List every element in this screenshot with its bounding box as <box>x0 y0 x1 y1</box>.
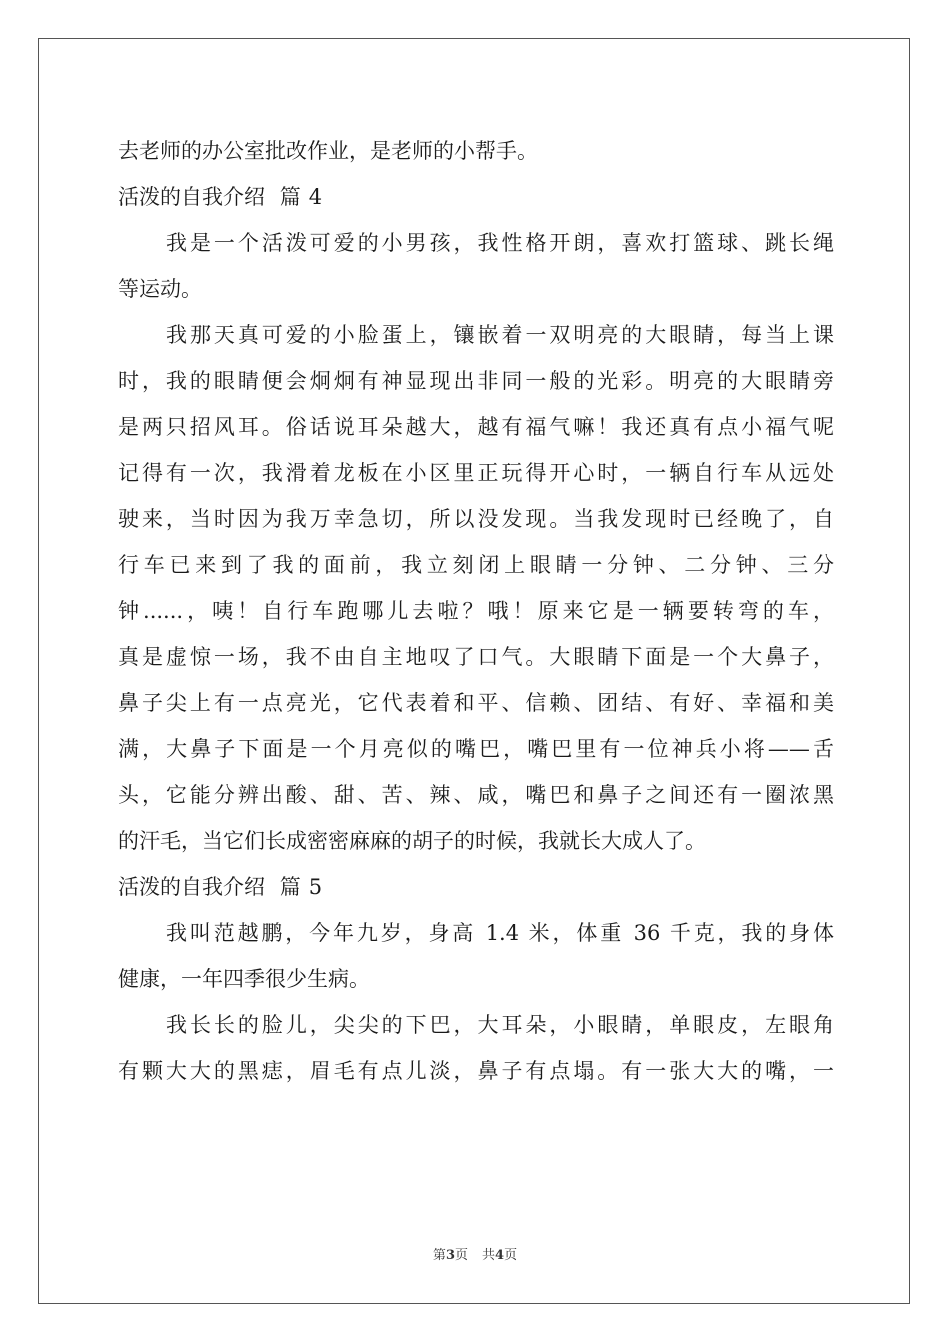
footer-page-unit: 页 <box>454 1248 468 1263</box>
paragraph-line: 真是虚惊一场，我不由自主地叹了口气。大眼睛下面是一个大鼻子， <box>118 645 834 669</box>
footer-page-prefix: 第 <box>432 1248 446 1263</box>
paragraph-line: 等运动。 <box>118 277 202 301</box>
paragraph-line: 我叫范越鹏，今年九岁，身高 1.4 米，体重 36 千克，我的身体 <box>166 921 834 945</box>
footer-total-prefix: 共 <box>482 1248 496 1263</box>
section-heading-number: 5 <box>308 875 323 899</box>
section-heading-part: 篇 <box>279 185 301 209</box>
page-footer <box>0 1244 950 1263</box>
paragraph-line: 鼻子尖上有一点亮光，它代表着和平、信赖、团结、有好、幸福和美 <box>118 691 834 715</box>
paragraph-line: 驶来，当时因为我万幸急切，所以没发现。当我发现时已经晚了，自 <box>118 507 834 531</box>
section-heading <box>118 174 834 220</box>
footer-total-unit: 页 <box>504 1248 518 1263</box>
paragraph-line: 钟......，咦！自行车跑哪儿去啦？哦！原来它是一辆要转弯的车， <box>118 599 834 623</box>
paragraph-line: 行车已来到了我的面前，我立刻闭上眼睛一分钟、二分钟、三分 <box>118 553 834 577</box>
paragraph-line: 我那天真可爱的小脸蛋上，镶嵌着一双明亮的大眼睛，每当上课 <box>166 323 834 347</box>
paragraph-line: 我长长的脸儿，尖尖的下巴，大耳朵，小眼睛，单眼皮，左眼角 <box>166 1013 834 1037</box>
section-heading-title: 活泼的自我介绍 <box>118 875 265 899</box>
paragraph-line: 头，它能分辨出酸、甜、苦、辣、咸，嘴巴和鼻子之间还有一圈浓黑 <box>118 783 834 807</box>
paragraph-line: 时，我的眼睛便会炯炯有神显现出非同一般的光彩。明亮的大眼睛旁 <box>118 369 834 393</box>
section-heading-part: 篇 <box>279 875 301 899</box>
footer-current-page: 3 <box>445 1248 455 1263</box>
section-heading <box>118 864 834 910</box>
paragraph-line: 健康，一年四季很少生病。 <box>118 967 370 991</box>
paragraph-line: 记得有一次，我滑着龙板在小区里正玩得开心时，一辆自行车从远处 <box>118 461 834 485</box>
paragraph-line: 是两只招风耳。俗话说耳朵越大，越有福气嘛！我还真有点小福气呢 <box>118 415 834 439</box>
footer-total-pages: 4 <box>495 1248 505 1263</box>
paragraph-line: 满，大鼻子下面是一个月亮似的嘴巴，嘴巴里有一位神兵小将——舌 <box>118 737 834 761</box>
paragraph-line: 的汗毛，当它们长成密密麻麻的胡子的时候，我就长大成人了。 <box>118 829 706 853</box>
section-heading-title: 活泼的自我介绍 <box>118 185 265 209</box>
section-heading-number: 4 <box>308 185 323 209</box>
paragraph-line: 有颗大大的黑痣，眉毛有点儿淡，鼻子有点塌。有一张大大的嘴，一 <box>118 1059 834 1083</box>
opening-line: 去老师的办公室批改作业，是老师的小帮手。 <box>118 139 538 163</box>
document-body <box>118 128 834 1094</box>
paragraph-line: 我是一个活泼可爱的小男孩，我性格开朗，喜欢打篮球、跳长绳 <box>166 231 834 255</box>
